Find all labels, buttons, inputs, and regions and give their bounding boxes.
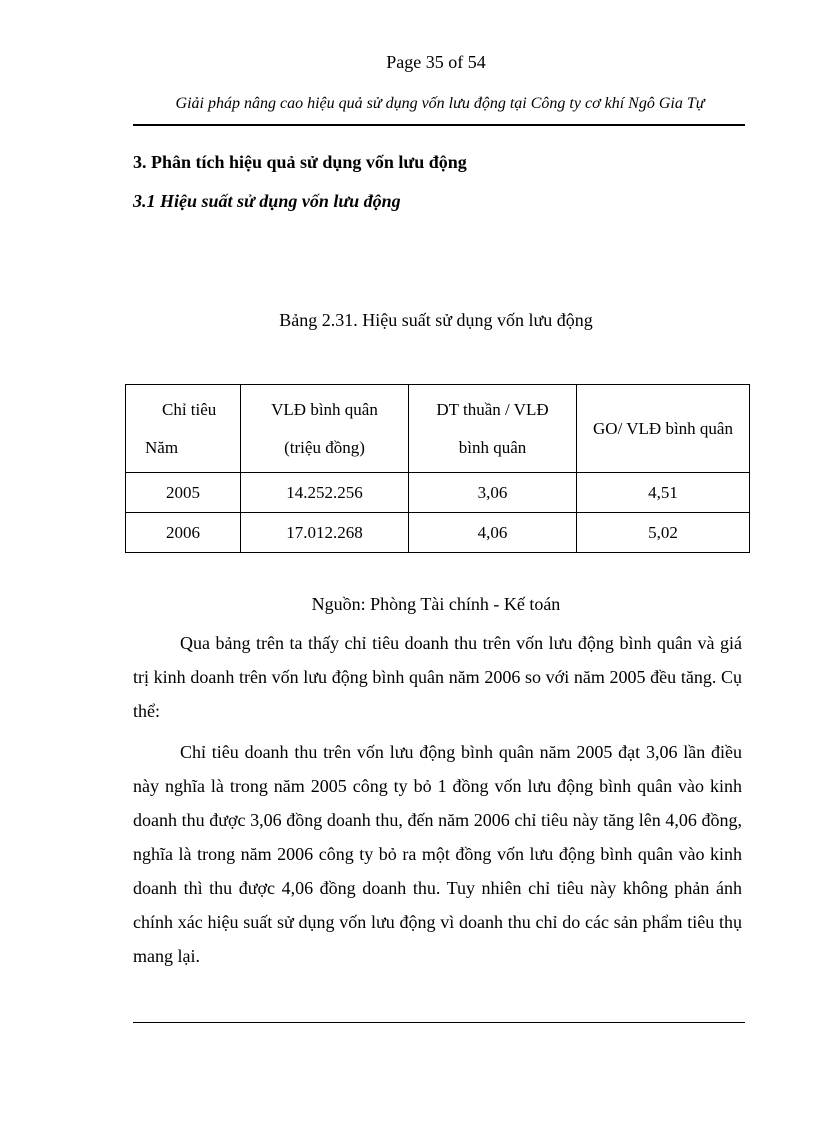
dt-ratio-header-line1: DT thuần / VLĐ [436,399,549,419]
go-ratio-cell: 5,02 [577,513,750,553]
header-rule [133,124,745,126]
dt-ratio-header-line2: bình quân [458,437,527,457]
table-caption: Bảng 2.31. Hiệu suất sử dụng vốn lưu động [279,310,593,330]
corner-header-cell [126,385,241,473]
go-ratio-header-cell: GO/ VLĐ bình quân [577,385,750,473]
vld-header-line2: (triệu đồng) [284,437,365,457]
footer-rule [133,1022,745,1023]
section-heading: 3. Phân tích hiệu quả sử dụng vốn lưu động [133,152,467,172]
go-ratio-cell: 4,51 [577,473,750,513]
vld-cell: 17.012.268 [241,513,409,553]
paragraph: Chỉ tiêu doanh thu trên vốn lưu động bình quân năm 2005 đạt 3,06 lần điều này nghĩa là trong năm 2005 công ty bỏ 1 đồng vốn lưu động bình quân vào kinh doanh thu được 3,06 đồng doanh thu, đến năm 2006 chỉ tiêu này tăng lên 4,06 đồng, nghĩa là trong năm 2006 công ty bỏ ra một đồng vốn lưu động bình quân vào kinh doanh thì thu được 4,06 đồng doanh thu. Tuy nhiên chỉ tiêu này không phản ánh chính xác hiệu suất sử dụng vốn lưu động vì doanh thu chỉ do các sản phẩm tiêu thụ mang lại. [133,742,742,966]
dt-ratio-header-cell [409,385,577,473]
vld-cell: 14.252.256 [241,473,409,513]
efficiency-table [125,384,750,553]
year-label: Năm [145,437,179,457]
indicator-label: Chỉ tiêu [162,399,217,419]
table-source: Nguồn: Phòng Tài chính - Kế toán [311,594,561,614]
vld-header-cell [241,385,409,473]
table-header-row [126,385,750,473]
dt-ratio-cell: 3,06 [409,473,577,513]
year-cell: 2005 [126,473,241,513]
vld-header-line1: VLĐ bình quân [271,399,378,419]
paragraph: Qua bảng trên ta thấy chỉ tiêu doanh thu trên vốn lưu động bình quân và giá trị kinh doanh trên vốn lưu động bình quân năm 2006 so với năm 2005 đều tăng. Cụ thể: [133,633,742,721]
running-title: Giải pháp nâng cao hiệu quả sử dụng vốn lưu động tại Công ty cơ khí Ngô Gia Tự [175,95,705,112]
table-row [126,513,750,553]
subsection-heading: 3.1 Hiệu suất sử dụng vốn lưu động [133,191,401,211]
year-cell: 2006 [126,513,241,553]
dt-ratio-cell: 4,06 [409,513,577,553]
table-row [126,473,750,513]
page-number: Page 35 of 54 [386,52,486,72]
